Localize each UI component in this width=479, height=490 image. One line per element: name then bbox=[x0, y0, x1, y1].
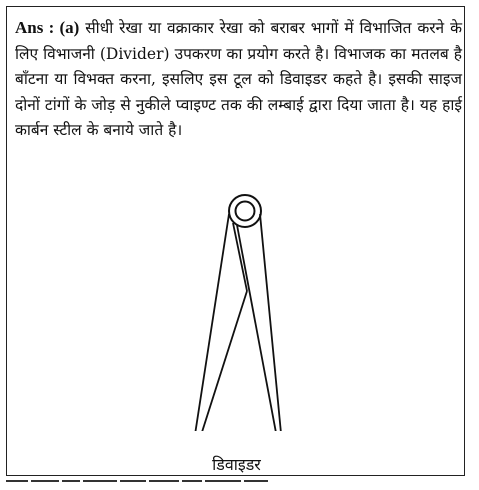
divider-icon bbox=[7, 191, 466, 431]
answer-box bbox=[6, 6, 465, 476]
figure-caption: डिवाइडर bbox=[212, 455, 261, 474]
cropped-next-line bbox=[6, 480, 296, 488]
answer-paragraph bbox=[15, 15, 462, 144]
answer-label: Ans : (a) bbox=[15, 18, 80, 37]
answer-text: सीधी रेखा या वक्राकार रेखा को बराबर भागों में विभाजित करने के लिए विभाजनी (Divider) उपकरण का प्रयोग करते है। विभाजक का मतलब है बाँटना या विभक्त करना, इसलिए इस टूल को डिवाइडर कहते है। इसकी साइज दोनों टांगों के जोड़ से नुकीले प्वाइण्ट तक की लम्बाई द्वारा दिया जाता है। यह हाई कार्बन स्टील के बनाये जाते है। bbox=[15, 19, 462, 139]
